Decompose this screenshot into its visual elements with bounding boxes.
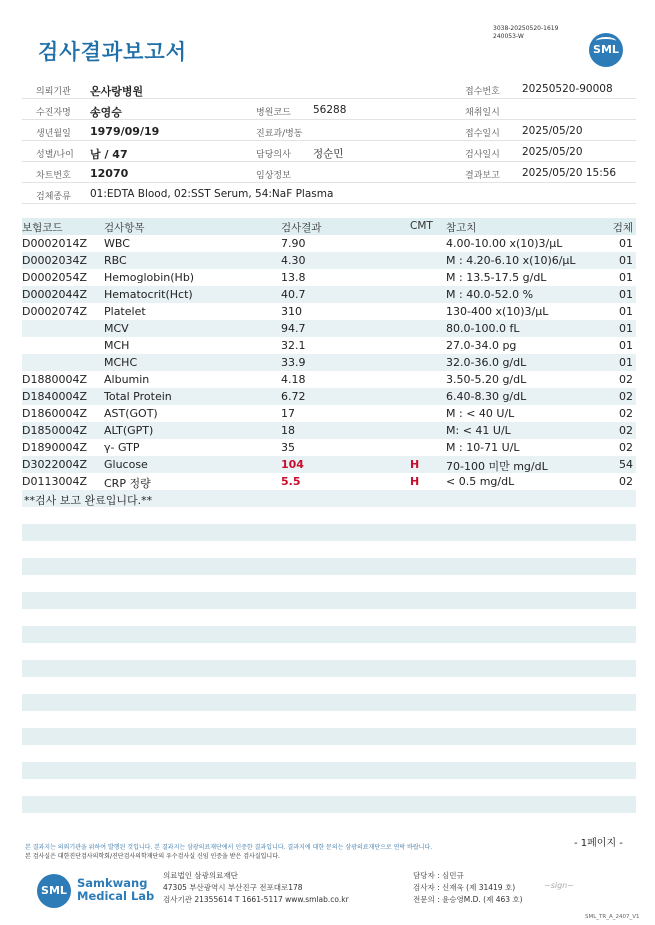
lab-name-line1: Samkwang bbox=[77, 876, 148, 890]
info-row-specimen bbox=[22, 183, 636, 204]
lab-name-line2: Medical Lab bbox=[77, 889, 155, 903]
result-specimen: 01 bbox=[619, 237, 633, 250]
result-reference: M: < 41 U/L bbox=[446, 424, 511, 437]
institution-line2: 47305 부산광역시 부산진구 전포대로178 bbox=[163, 883, 303, 892]
result-specimen: 01 bbox=[619, 322, 633, 335]
result-item: γ- GTP bbox=[104, 441, 140, 454]
result-code: D0002044Z bbox=[22, 288, 87, 301]
result-value: 5.5 bbox=[281, 475, 301, 488]
institution-label: 의뢰기관 bbox=[36, 87, 71, 97]
result-value: 35 bbox=[281, 441, 295, 454]
result-row bbox=[22, 337, 636, 354]
result-row bbox=[22, 422, 636, 439]
result-value: 32.1 bbox=[281, 339, 306, 352]
result-specimen: 02 bbox=[619, 441, 633, 454]
result-specimen: 01 bbox=[619, 356, 633, 369]
result-item: Hemoglobin(Hb) bbox=[104, 271, 195, 284]
footer-staff bbox=[413, 870, 523, 906]
result-reference: 80.0-100.0 fL bbox=[446, 322, 520, 335]
collection-date-label: 채취일시 bbox=[465, 108, 500, 118]
result-value: 6.72 bbox=[281, 390, 306, 403]
result-specimen: 02 bbox=[619, 390, 633, 403]
result-reference: M : < 40 U/L bbox=[446, 407, 515, 420]
result-row bbox=[22, 286, 636, 303]
completion-note: **검사 보고 완료입니다.** bbox=[24, 494, 153, 507]
dob-value: 1979/09/19 bbox=[90, 125, 160, 138]
result-code: D1860004Z bbox=[22, 407, 87, 420]
hospital-code-value: 56288 bbox=[313, 104, 347, 116]
results-body bbox=[22, 235, 636, 490]
info-row-chart bbox=[22, 162, 636, 183]
institution-line1: 의료법인 삼광의료재단 bbox=[163, 871, 238, 880]
result-reference: 3.50-5.20 g/dL bbox=[446, 373, 527, 386]
result-row bbox=[22, 252, 636, 269]
result-row bbox=[22, 456, 636, 473]
result-reference: 32.0-36.0 g/dL bbox=[446, 356, 527, 369]
result-specimen: 02 bbox=[619, 373, 633, 386]
result-code: D0113004Z bbox=[22, 475, 87, 488]
document-id bbox=[493, 25, 558, 41]
header-reference: 참고치 bbox=[446, 222, 477, 234]
dept-label: 진료과/병동 bbox=[256, 129, 303, 139]
receipt-no-label: 접수번호 bbox=[465, 87, 500, 97]
result-flag: H bbox=[410, 458, 420, 471]
result-item: Hematocrit(Hct) bbox=[104, 288, 193, 301]
header-code: 보험코드 bbox=[22, 222, 63, 234]
specimen-value: 01:EDTA Blood, 02:SST Serum, 54:NaF Plasma bbox=[90, 188, 334, 200]
staff-line2: 검사자 : 신재욱 (제 31419 호) bbox=[413, 883, 516, 892]
result-reference: 4.00-10.00 x(10)3/μL bbox=[446, 237, 563, 250]
result-item: AST(GOT) bbox=[104, 407, 158, 420]
result-code: D0002014Z bbox=[22, 237, 87, 250]
sml-logo: SML bbox=[589, 33, 623, 67]
result-reference: M : 13.5-17.5 g/dL bbox=[446, 271, 547, 284]
result-row bbox=[22, 303, 636, 320]
result-code: D3022004Z bbox=[22, 458, 87, 471]
empty-result-bands bbox=[22, 524, 636, 830]
result-specimen: 02 bbox=[619, 424, 633, 437]
result-value: 18 bbox=[281, 424, 295, 437]
hospital-code-label: 병원코드 bbox=[256, 108, 291, 118]
empty-band bbox=[22, 660, 636, 677]
dob-label: 생년월일 bbox=[36, 129, 71, 139]
document-id-line2: 240053-W bbox=[493, 33, 524, 40]
doctor-value: 정순민 bbox=[313, 148, 344, 160]
empty-band bbox=[22, 694, 636, 711]
report-date-label: 결과보고 bbox=[465, 171, 500, 181]
clinical-info-label: 임상정보 bbox=[256, 171, 291, 181]
received-date-label: 접수일시 bbox=[465, 129, 500, 139]
result-item: Total Protein bbox=[104, 390, 172, 403]
result-item: MCH bbox=[104, 339, 130, 352]
header-item: 검사항목 bbox=[104, 222, 145, 234]
receipt-no-value: 20250520-90008 bbox=[522, 83, 613, 95]
info-row-dob bbox=[22, 120, 636, 141]
results-header-row bbox=[22, 218, 636, 235]
result-row bbox=[22, 371, 636, 388]
empty-band bbox=[22, 626, 636, 643]
sex-age-label: 성별/나이 bbox=[36, 150, 74, 160]
staff-line1: 담당자 : 심민규 bbox=[413, 871, 464, 880]
result-reference: M : 10-71 U/L bbox=[446, 441, 520, 454]
specimen-label: 검체종류 bbox=[36, 192, 71, 202]
result-reference: M : 4.20-6.10 x(10)6/μL bbox=[446, 254, 576, 267]
header-specimen: 검체 bbox=[612, 222, 633, 234]
result-value: 94.7 bbox=[281, 322, 306, 335]
result-reference: M : 40.0-52.0 % bbox=[446, 288, 534, 301]
completion-row bbox=[22, 490, 636, 507]
result-item: ALT(GPT) bbox=[104, 424, 154, 437]
results-table bbox=[22, 218, 636, 507]
report-title: 검사결과보고서 bbox=[38, 40, 188, 64]
empty-band bbox=[22, 762, 636, 779]
result-specimen: 01 bbox=[619, 254, 633, 267]
info-row-sex-age bbox=[22, 141, 636, 162]
result-code: D1840004Z bbox=[22, 390, 87, 403]
result-specimen: 01 bbox=[619, 288, 633, 301]
received-date-value: 2025/05/20 bbox=[522, 125, 583, 137]
patient-name-label: 수진자명 bbox=[36, 108, 71, 118]
info-row-patient bbox=[22, 99, 636, 120]
result-code: D1850004Z bbox=[22, 424, 87, 437]
result-row bbox=[22, 269, 636, 286]
tested-date-label: 검사일시 bbox=[465, 150, 500, 160]
tested-date-value: 2025/05/20 bbox=[522, 146, 583, 158]
result-reference: 27.0-34.0 pg bbox=[446, 339, 517, 352]
footer-notice-1: 본 결과지는 의뢰기관을 위하여 발행된 것입니다. 본 결과지는 삼광의료재단에서 인증한 결과입니다. 결과지에 대한 문의는 삼광의료재단으로 연락 바랍니다. bbox=[25, 844, 433, 851]
patient-info-section bbox=[22, 78, 636, 204]
result-item: Platelet bbox=[104, 305, 146, 318]
result-item: Albumin bbox=[104, 373, 150, 386]
institution-value: 온사랑병원 bbox=[90, 85, 144, 98]
result-code: D0002034Z bbox=[22, 254, 87, 267]
result-specimen: 01 bbox=[619, 305, 633, 318]
result-specimen: 01 bbox=[619, 339, 633, 352]
result-value: 40.7 bbox=[281, 288, 306, 301]
chart-no-label: 차트번호 bbox=[36, 171, 71, 181]
result-reference: 130-400 x(10)3/μL bbox=[446, 305, 549, 318]
result-row bbox=[22, 388, 636, 405]
document-id-line1: 3038-20250520-1619 bbox=[493, 25, 559, 32]
chart-no-value: 12070 bbox=[90, 167, 129, 180]
result-reference: 70-100 미만 mg/dL bbox=[446, 460, 548, 473]
result-specimen: 01 bbox=[619, 271, 633, 284]
result-value: 104 bbox=[281, 458, 304, 471]
result-item: Glucose bbox=[104, 458, 148, 471]
sex-age-value: 남 / 47 bbox=[90, 148, 128, 161]
institution-line3: 검사기관 21355614 T 1661-5117 www.smlab.co.kr bbox=[163, 895, 349, 904]
result-specimen: 02 bbox=[619, 475, 633, 488]
result-value: 13.8 bbox=[281, 271, 306, 284]
empty-band bbox=[22, 558, 636, 575]
result-item: CRP 정량 bbox=[104, 477, 151, 490]
result-value: 4.30 bbox=[281, 254, 306, 267]
result-value: 4.18 bbox=[281, 373, 306, 386]
footer-lab-name bbox=[77, 877, 154, 903]
result-value: 33.9 bbox=[281, 356, 306, 369]
header-cmt: CMT bbox=[410, 220, 433, 232]
header-result: 검사결과 bbox=[281, 222, 322, 234]
result-code: D0002054Z bbox=[22, 271, 87, 284]
result-row bbox=[22, 405, 636, 422]
result-item: WBC bbox=[104, 237, 130, 250]
empty-band bbox=[22, 728, 636, 745]
empty-band bbox=[22, 796, 636, 813]
result-row bbox=[22, 439, 636, 456]
report-date-value: 2025/05/20 15:56 bbox=[522, 167, 617, 179]
form-code: SML_TR_A_2407_V1 bbox=[585, 914, 640, 920]
result-reference: 6.40-8.30 g/dL bbox=[446, 390, 527, 403]
result-row bbox=[22, 473, 636, 490]
signature: ~sign~ bbox=[544, 881, 574, 890]
footer-institution bbox=[163, 870, 349, 906]
result-code: D0002074Z bbox=[22, 305, 87, 318]
empty-band bbox=[22, 592, 636, 609]
footer-sml-logo: SML bbox=[37, 874, 71, 908]
result-flag: H bbox=[410, 475, 420, 488]
empty-band bbox=[22, 524, 636, 541]
footer-notice-2: 본 검사실은 대한진단검사의학회/진단검사의학재단의 우수검사실 신임 인증을 받은 검사실입니다. bbox=[25, 853, 280, 860]
staff-line3: 전문의 : 윤승영M.D. (제 463 호) bbox=[413, 895, 523, 904]
result-item: MCV bbox=[104, 322, 129, 335]
result-item: RBC bbox=[104, 254, 127, 267]
result-item: MCHC bbox=[104, 356, 138, 369]
result-row bbox=[22, 235, 636, 252]
patient-name-value: 송영승 bbox=[90, 106, 122, 119]
result-reference: < 0.5 mg/dL bbox=[446, 475, 515, 488]
result-row bbox=[22, 320, 636, 337]
info-row-institution bbox=[22, 78, 636, 99]
result-value: 7.90 bbox=[281, 237, 306, 250]
result-value: 310 bbox=[281, 305, 302, 318]
result-code: D1890004Z bbox=[22, 441, 87, 454]
result-specimen: 02 bbox=[619, 407, 633, 420]
doctor-label: 담당의사 bbox=[256, 150, 291, 160]
page-number: - 1페이지 - bbox=[574, 838, 623, 849]
result-row bbox=[22, 354, 636, 371]
result-specimen: 54 bbox=[619, 458, 633, 471]
result-code: D1880004Z bbox=[22, 373, 87, 386]
result-value: 17 bbox=[281, 407, 295, 420]
